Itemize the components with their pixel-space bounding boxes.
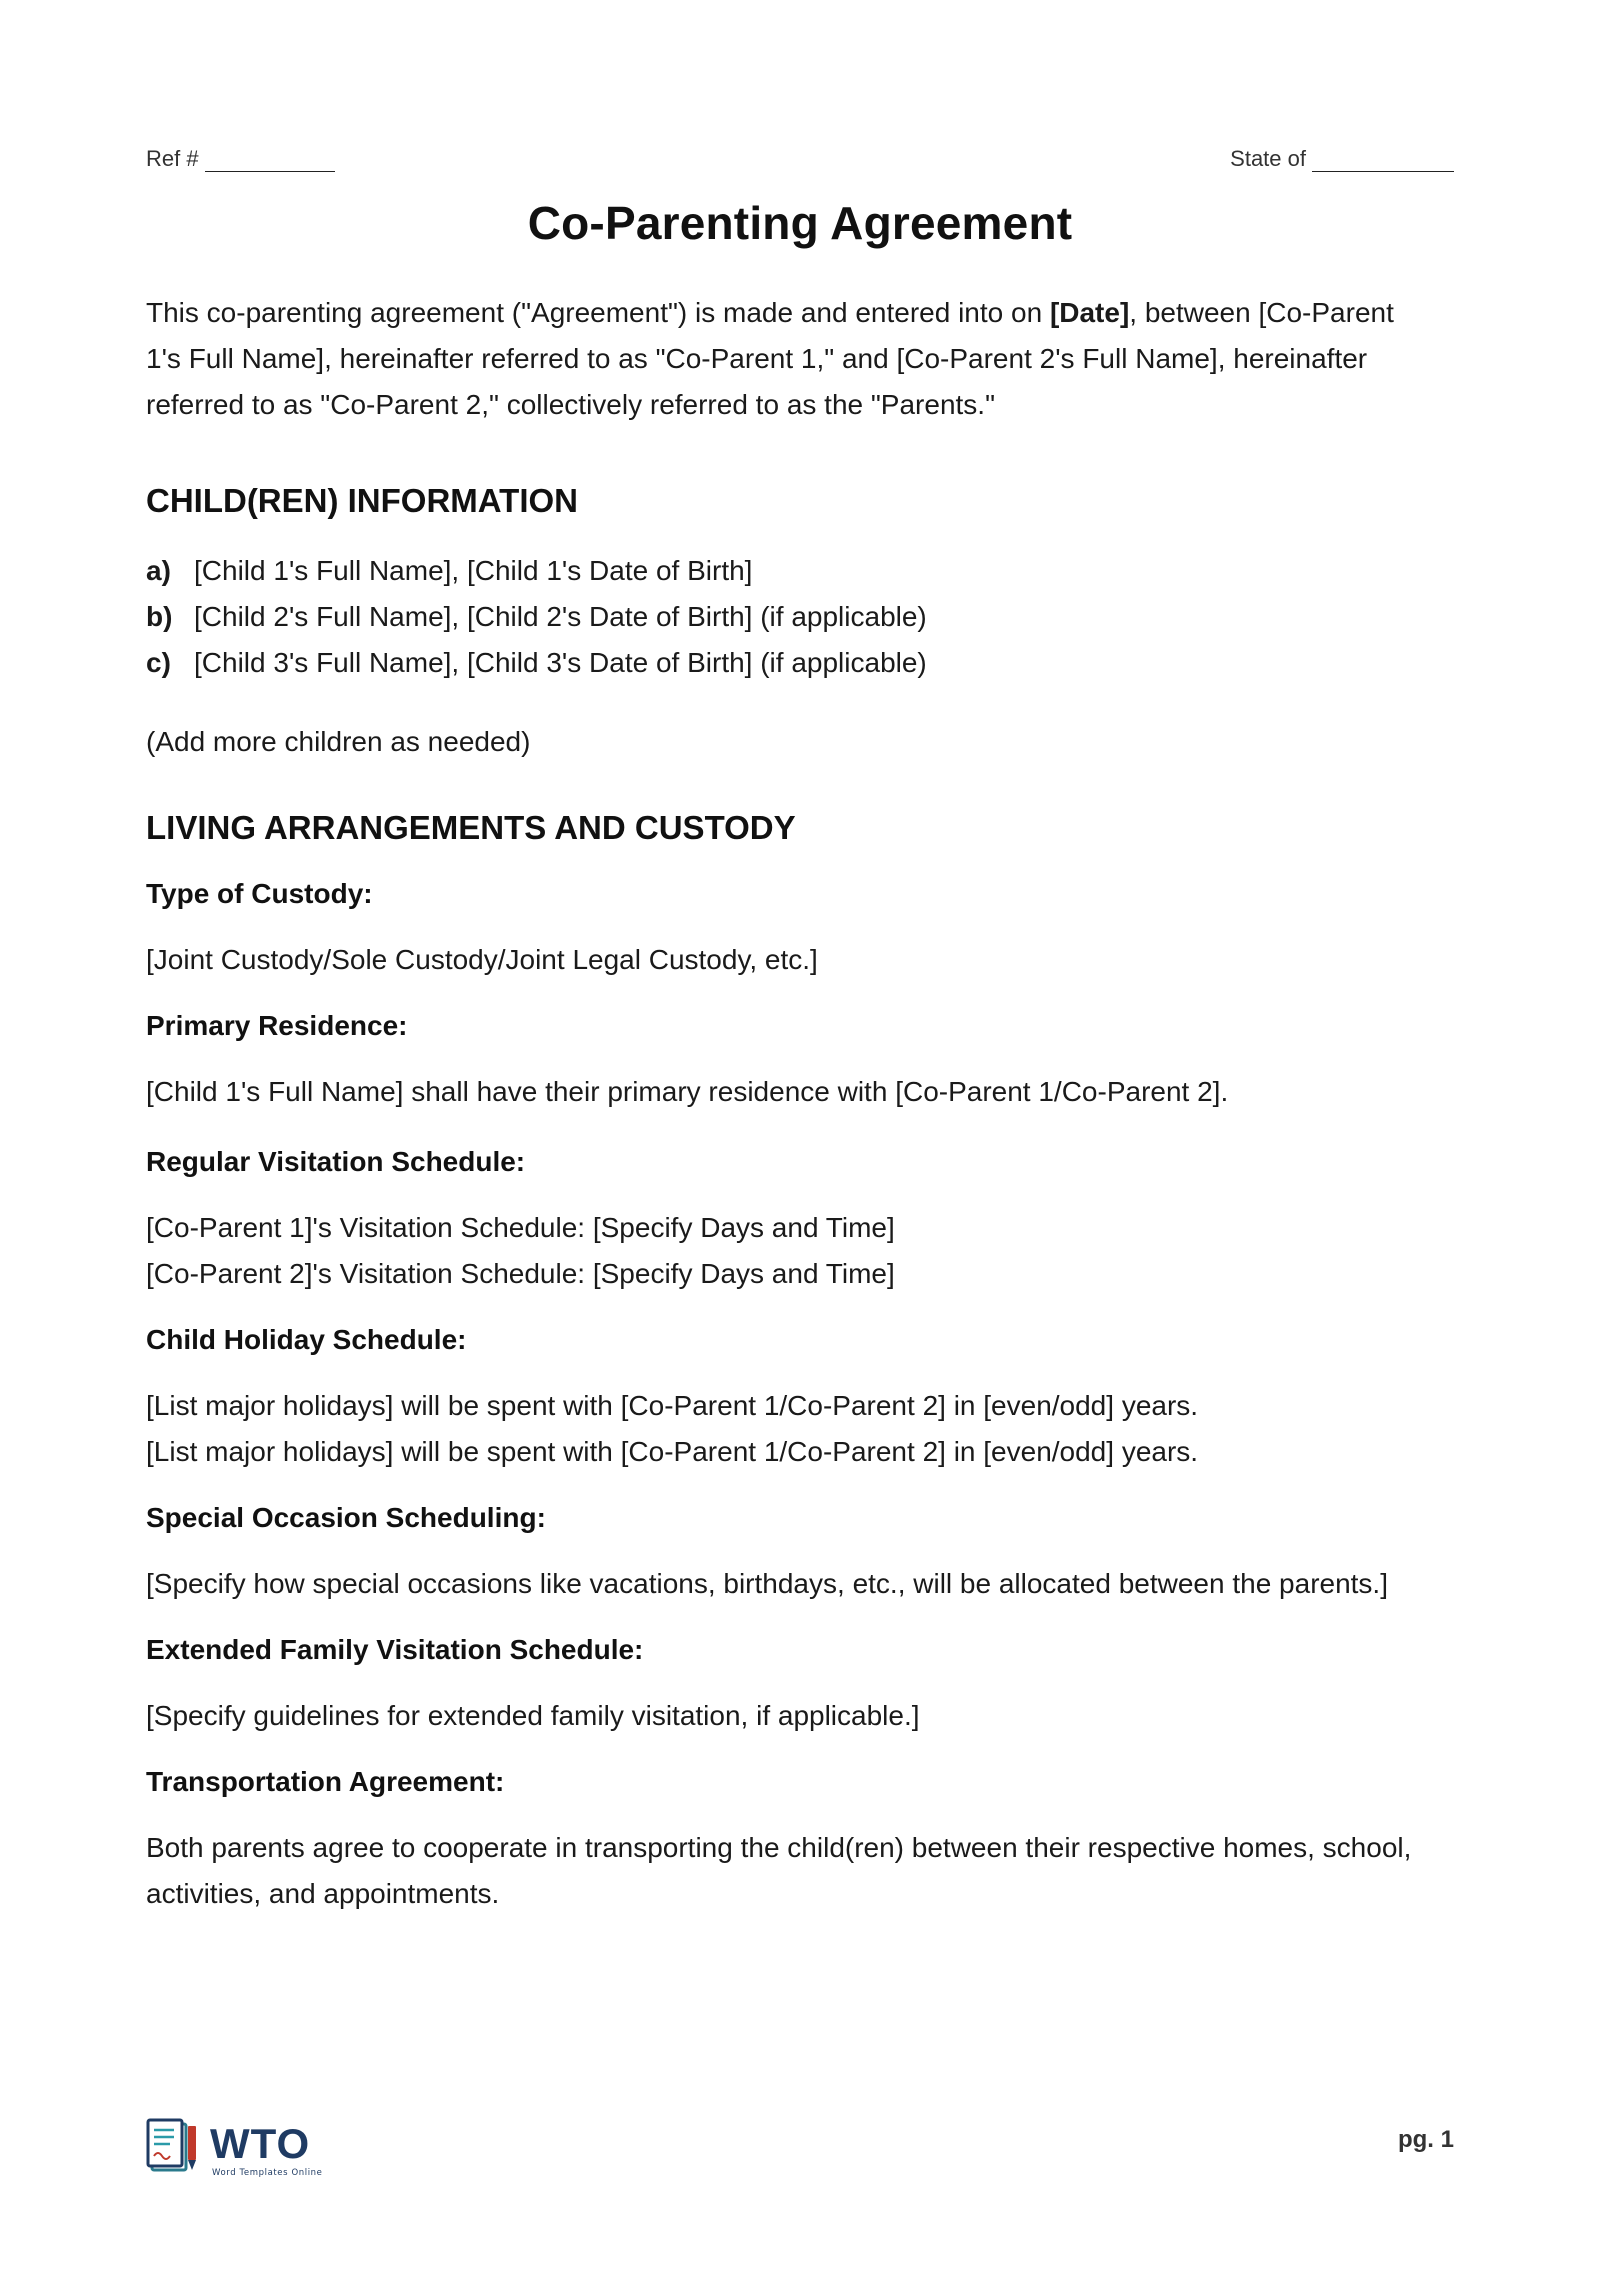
holiday-line-1: [List major holidays] will be spent with [Co-Parent 1/Co-Parent 2] in [even/odd] years. — [146, 1390, 1199, 1421]
page-number: pg. 1 — [1397, 2126, 1454, 2153]
document-title: Co-Parenting Agreement — [527, 197, 1073, 249]
holiday-text — [146, 1383, 1416, 1475]
list-item — [146, 640, 1416, 686]
state-blank-line — [1312, 149, 1454, 172]
special-occasion-heading: Special Occasion Scheduling: — [146, 1502, 546, 1533]
transportation-heading: Transportation Agreement: — [146, 1766, 505, 1797]
state-label: State of — [1230, 146, 1306, 171]
list-item — [146, 548, 1416, 594]
holiday-heading: Child Holiday Schedule: — [146, 1324, 467, 1355]
wto-logo — [146, 2118, 331, 2182]
ref-label: Ref # — [146, 146, 199, 171]
regular-visitation-heading: Regular Visitation Schedule: — [146, 1146, 526, 1177]
intro-paragraph — [146, 290, 1416, 428]
intro-text-start: This co-parenting agreement ("Agreement") is made and entered into on — [146, 297, 1050, 328]
ref-blank-line — [205, 149, 335, 172]
holiday-line-2: [List major holidays] will be spent with [Co-Parent 1/Co-Parent 2] in [even/odd] years. — [146, 1436, 1199, 1467]
ref-field — [146, 146, 335, 172]
document-header — [146, 146, 1454, 176]
extended-family-heading: Extended Family Visitation Schedule: — [146, 1634, 644, 1665]
list-item — [146, 594, 1416, 640]
list-item-label: c) — [146, 647, 171, 678]
extended-family-text: [Specify guidelines for extended family visitation, if applicable.] — [146, 1700, 920, 1731]
children-note: (Add more children as needed) — [146, 726, 531, 757]
list-item-text: [Child 2's Full Name], [Child 2's Date of Birth] (if applicable) — [194, 601, 927, 632]
list-item-text: [Child 1's Full Name], [Child 1's Date of Birth] — [194, 555, 753, 586]
special-occasion-text: [Specify how special occasions like vacations, birthdays, etc., will be allocated between the parents.] — [146, 1568, 1388, 1599]
document-pen-icon — [146, 2118, 206, 2180]
living-section-heading: LIVING ARRANGEMENTS AND CUSTODY — [146, 809, 796, 846]
intro-text-end: , between [Co-Parent 1's Full Name], hereinafter referred to as "Co-Parent 1," and [Co-Parent 2's Full Name], hereinafter referred to as "Co-Parent 2," collectively referred to as the "Parents." — [146, 297, 1394, 420]
transportation-text: Both parents agree to cooperate in transporting the child(ren) between their respective homes, school, activities, and appointments. — [146, 1832, 1412, 1909]
list-item-label: a) — [146, 555, 171, 586]
logo-subtext: Word Templates Online — [212, 2168, 323, 2178]
children-section-heading: CHILD(REN) INFORMATION — [146, 482, 578, 519]
custody-type-heading: Type of Custody: — [146, 878, 373, 909]
custody-type-text: [Joint Custody/Sole Custody/Joint Legal Custody, etc.] — [146, 944, 818, 975]
intro-date-placeholder: [Date] — [1049, 297, 1130, 328]
visitation-line-2: [Co-Parent 2]'s Visitation Schedule: [Specify Days and Time] — [146, 1258, 895, 1289]
document-body — [146, 290, 1416, 1917]
children-list — [146, 548, 1416, 686]
list-item-text: [Child 3's Full Name], [Child 3's Date of Birth] (if applicable) — [194, 647, 927, 678]
primary-residence-heading: Primary Residence: — [146, 1010, 408, 1041]
list-item-label: b) — [146, 601, 173, 632]
state-field — [1230, 146, 1454, 172]
logo-text: WTO — [210, 2120, 311, 2167]
primary-residence-text: [Child 1's Full Name] shall have their primary residence with [Co-Parent 1/Co-Parent 2]. — [146, 1076, 1229, 1107]
regular-visitation-text — [146, 1205, 1416, 1297]
visitation-line-1: [Co-Parent 1]'s Visitation Schedule: [Specify Days and Time] — [146, 1212, 895, 1243]
